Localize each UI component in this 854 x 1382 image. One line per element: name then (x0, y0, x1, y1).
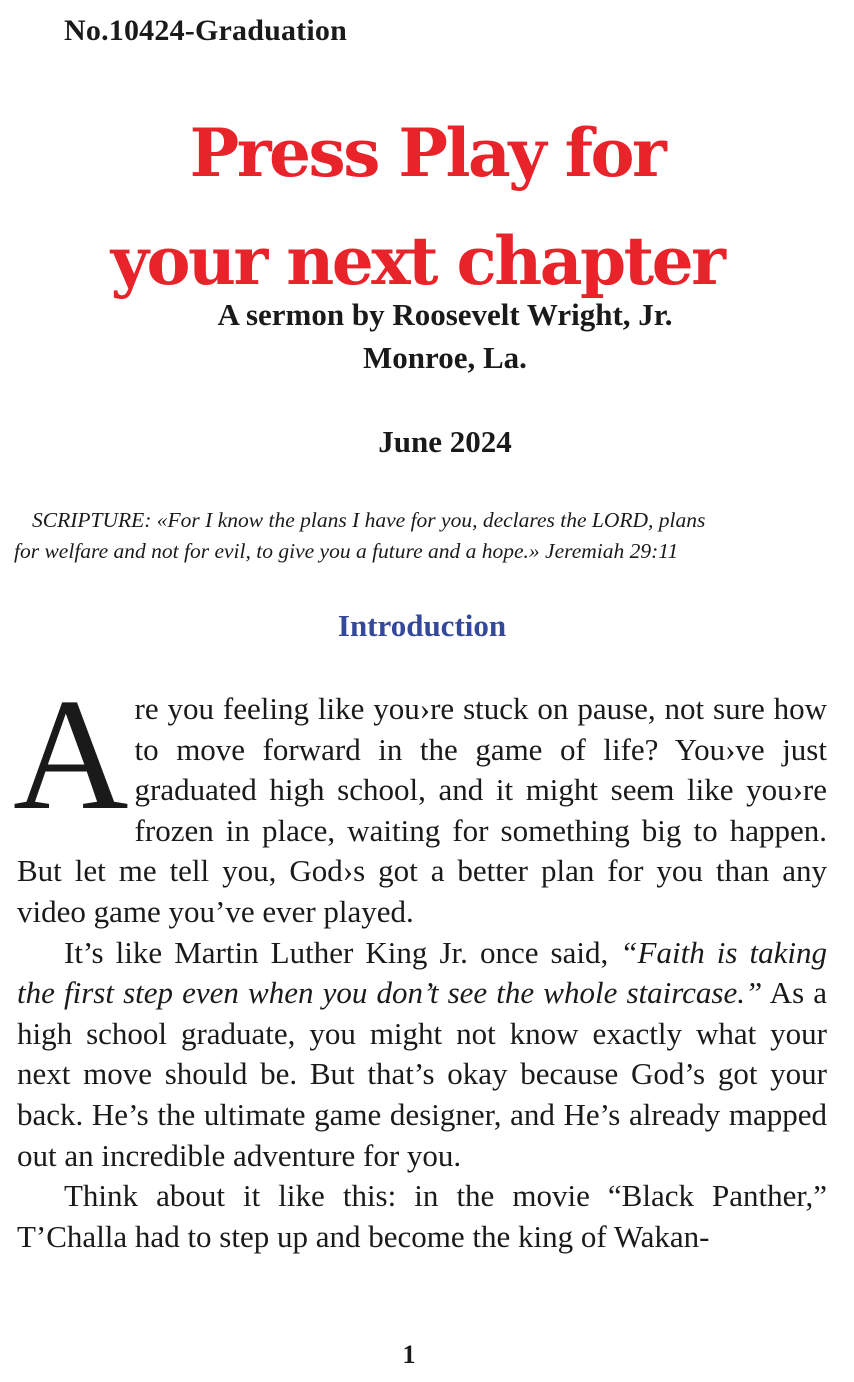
paragraph-1 (13, 665, 827, 933)
title-line-1: Press Play for (189, 114, 665, 192)
document-number: No.10424-Graduation (64, 14, 347, 47)
scripture-quote (14, 505, 844, 567)
section-heading-introduction: Introduction (337, 608, 507, 643)
mlk-quote: “Faith is taking the first step even when you don’t see the whole staircase.” (17, 934, 827, 1011)
scripture-line-1: SCRIPTURE: «For I know the plans I have for you, declares the LORD, plans (32, 508, 706, 532)
paragraph-3 (17, 1176, 827, 1257)
scripture-line-2: for welfare and not for evil, to give you a future and a hope.» Jeremiah 29:11 (14, 539, 679, 563)
byline: A sermon by Roosevelt Wright, Jr. (217, 297, 673, 332)
paragraph-1-text: re you feeling like you›re stuck on pause, not sure how to move forward in the game of life? You›ve just graduated high school, and it might seem like you›re frozen in place, waiting for something big to happen. But let me tell you, God›s got a better plan for you than any video game you’ve ever played. (17, 691, 827, 929)
paragraph-2 (17, 933, 827, 1177)
paragraph-2-rest: As a high school graduate, you might not know exactly what your next move should be. But that’s okay because God’s got your back. He’s the ultimate game designer, and He’s already mapped out an incredible adventure for you. (17, 975, 828, 1173)
drop-cap: A (13, 665, 129, 843)
title-line-2: your next chapter (110, 222, 724, 300)
paragraph-2-lead: It’s like Martin Luther King Jr. once said, (64, 934, 621, 970)
sermon-body (13, 665, 828, 1257)
paragraph-3-text: Think about it like this: in the movie “Black Panther,” T’Challa had to step up and become the king of Wakan- (17, 1178, 827, 1254)
sermon-date: June 2024 (378, 424, 512, 459)
page-number: 1 (402, 1340, 416, 1369)
location: Monroe, La. (363, 340, 527, 375)
